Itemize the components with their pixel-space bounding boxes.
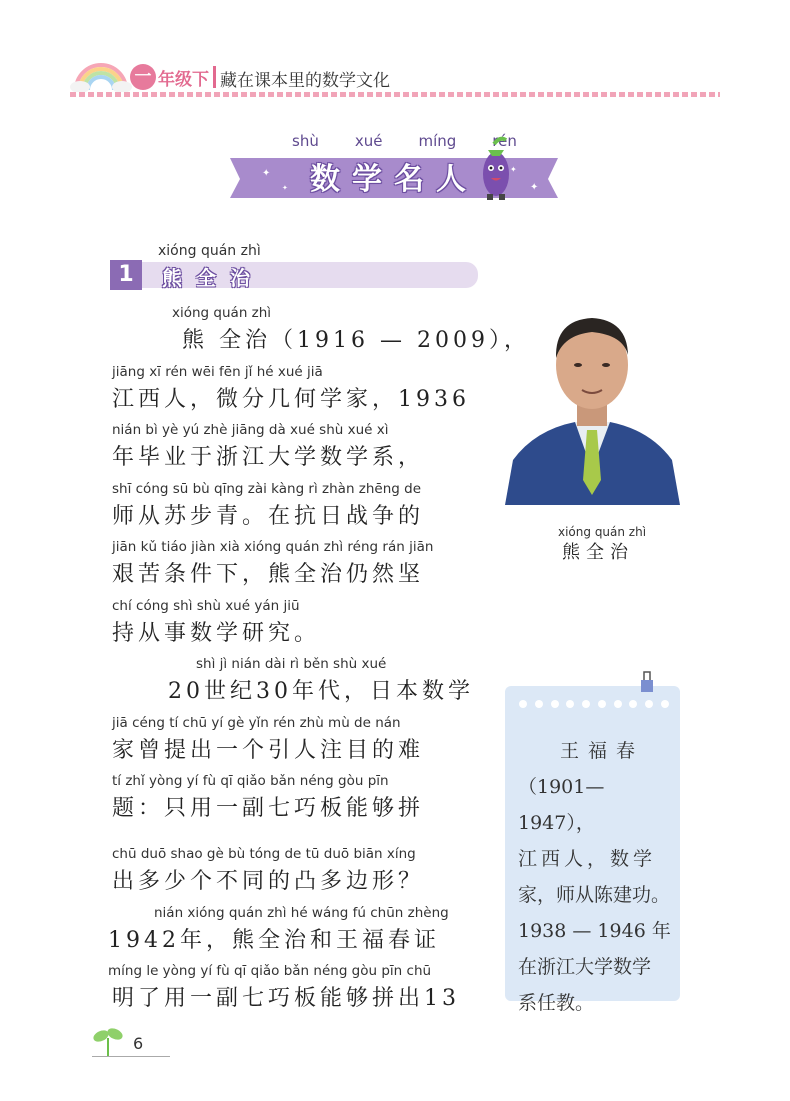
body-hanzi: 家曾提出一个引人注目的难 — [112, 738, 425, 763]
banner-pinyin-syllable: míng — [418, 132, 457, 150]
portrait-pinyin: xióng quán zhì — [558, 525, 647, 539]
svg-text:✦: ✦ — [510, 165, 517, 174]
portrait-caption: 熊全治 — [562, 542, 634, 563]
grade-label: 年级下 — [158, 70, 209, 90]
note-line: 在浙江大学数学 — [518, 956, 652, 978]
body-pinyin: jiā céng tí chū yí gè yǐn rén zhù mù de nán — [112, 715, 401, 731]
body-pinyin: chí cóng shì shù xué yán jiū — [112, 598, 300, 614]
body-pinyin: míng le yòng yí fù qī qiǎo bǎn néng gòu pīn chū — [108, 963, 432, 979]
body-pinyin: tí zhǐ yòng yí fù qī qiǎo bǎn néng gòu pīn — [112, 773, 389, 789]
header-rule — [70, 92, 720, 97]
binder-clip-icon — [639, 670, 655, 694]
body-pinyin: jiāng xī rén wēi fēn jǐ hé xué jiā — [112, 364, 323, 380]
body-hanzi: 持从事数学研究。 — [112, 621, 321, 646]
body-hanzi: 题：只用一副七巧板能够拼 — [112, 796, 425, 821]
header-divider — [213, 66, 216, 88]
note-line: 王福春 — [560, 740, 645, 762]
page-number: 6 — [133, 1034, 144, 1053]
svg-text:✦: ✦ — [282, 184, 288, 192]
body-hanzi: 20世纪30年代，日本数学 — [168, 679, 474, 704]
note-dots — [519, 700, 669, 708]
body-pinyin: shī cóng sū bù qīng zài kàng rì zhàn zhēng de — [112, 481, 422, 497]
body-hanzi: 年毕业于浙江大学数学系， — [112, 445, 425, 470]
page-header — [70, 56, 720, 100]
body-hanzi: 艰苦条件下，熊全治仍然坚 — [112, 562, 425, 587]
grade-badge: 一 — [130, 64, 156, 90]
body-hanzi: 明了用一副七巧板能够拼出13 — [112, 986, 460, 1011]
sprout-icon — [90, 1022, 126, 1058]
body-pinyin: chū duō shao gè bù tóng de tū duō biān xíng — [112, 846, 416, 862]
book-title: 藏在课本里的数学文化 — [220, 71, 390, 91]
svg-text:✦: ✦ — [530, 182, 539, 193]
body-pinyin: nián xióng quán zhì hé wáng fú chūn zhèng — [154, 905, 449, 921]
rainbow-icon — [70, 56, 132, 92]
banner-pinyin-syllable: shù — [292, 132, 319, 150]
body-hanzi: 熊 全治（1916 — 2009）， — [182, 328, 530, 353]
body-pinyin: shì jì nián dài rì běn shù xué — [196, 656, 387, 672]
portrait-illustration — [505, 310, 680, 505]
note-line: 1938 — 1946 年 — [518, 920, 671, 942]
body-pinyin: jiān kǔ tiáo jiàn xià xióng quán zhì réng rán jiān — [112, 539, 434, 555]
banner-pinyin — [292, 132, 517, 150]
note-line: 江西人，数学 — [518, 848, 657, 870]
section-pinyin: xióng quán zhì — [158, 243, 261, 259]
footer-rule — [92, 1056, 170, 1057]
body-hanzi: 江西人，微分几何学家，1936 — [112, 387, 470, 412]
section-name: 熊全治 — [162, 266, 264, 290]
eggplant-icon — [478, 134, 514, 204]
section-number: 1 — [110, 260, 142, 290]
svg-text:✦: ✦ — [262, 168, 271, 179]
banner-pinyin-syllable: rén — [492, 132, 517, 150]
note-line: （1901—1947）， — [518, 776, 605, 834]
note-line: 家，师从陈建功。 — [518, 884, 671, 906]
body-pinyin: nián bì yè yú zhè jiāng dà xué shù xué xì — [112, 422, 389, 438]
body-hanzi: 1942年，熊全治和王福春证 — [108, 928, 440, 953]
body-pinyin: xióng quán zhì — [172, 305, 272, 321]
note-line: 系任教。 — [518, 992, 595, 1014]
banner-pinyin-syllable: xué — [354, 132, 383, 150]
body-hanzi: 师从苏步青。在抗日战争的 — [112, 504, 425, 529]
note-text — [518, 733, 673, 1021]
body-hanzi: 出多少个不同的凸多边形？ — [112, 869, 425, 894]
banner-title: 数学名人 — [310, 162, 478, 197]
